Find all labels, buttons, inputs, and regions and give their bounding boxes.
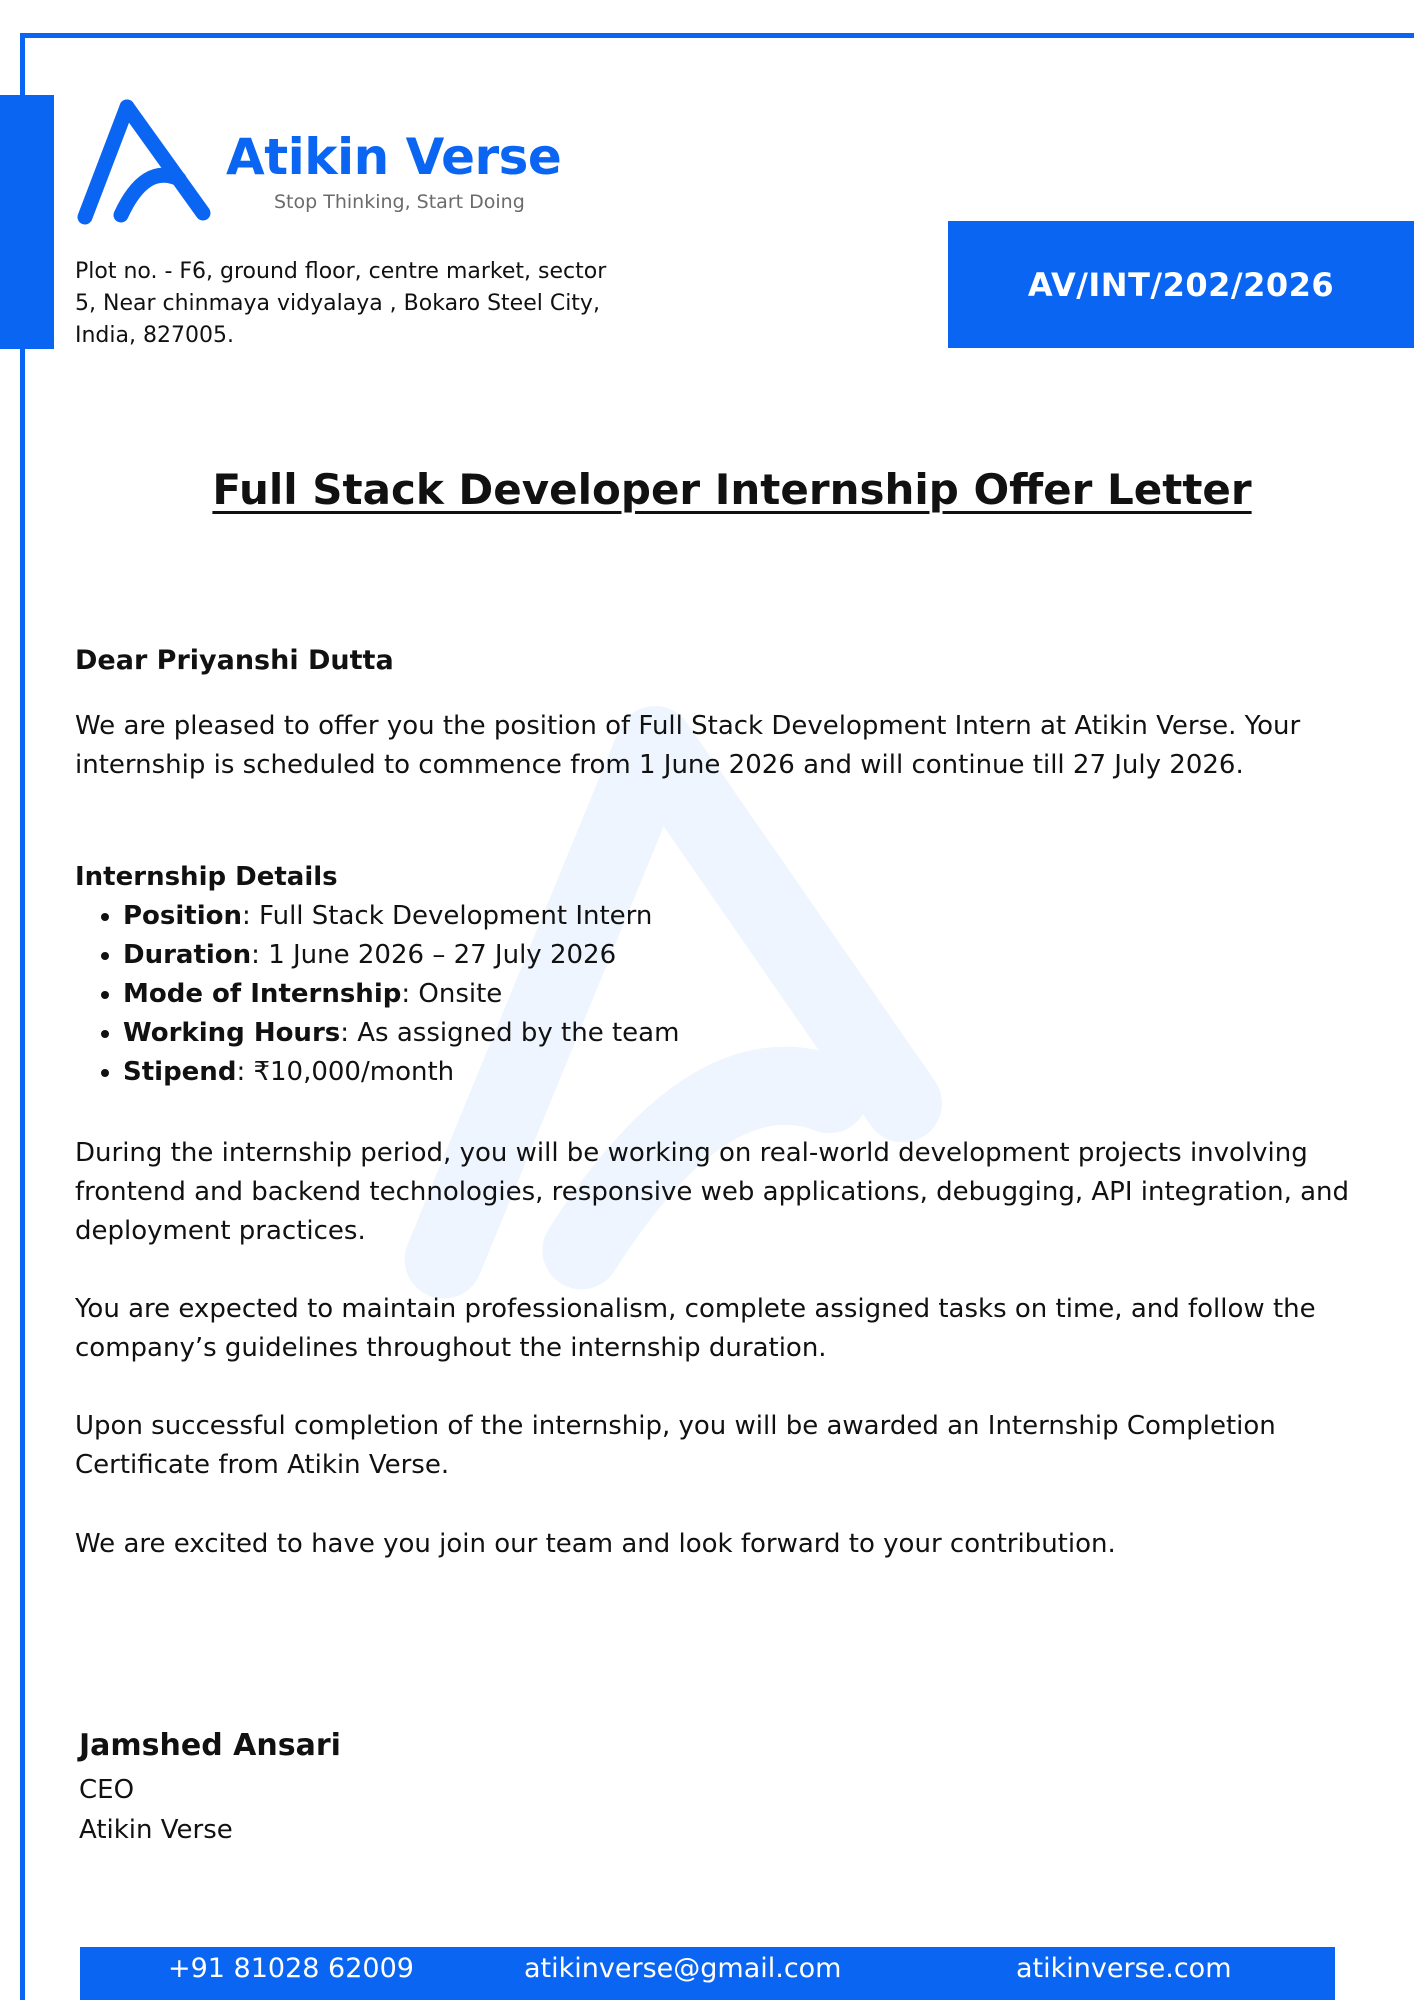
header-accent-bar <box>0 95 54 349</box>
reference-number: AV/INT/202/2026 <box>1027 265 1335 304</box>
detail-label: Stipend <box>123 1057 237 1087</box>
list-item <box>123 1053 679 1092</box>
detail-value: : Onsite <box>401 979 503 1009</box>
frame-top-line <box>20 33 1414 38</box>
certificate-paragraph: Upon successful completion of the internship, you will be awarded an Internship Completion Certificate from Atikin Verse. <box>75 1411 1276 1480</box>
detail-label: Working Hours <box>123 1018 341 1048</box>
detail-value: : As assigned by the team <box>340 1018 680 1048</box>
address-line: Plot no. - F6, ground floor, centre market, sector <box>75 259 607 284</box>
detail-value: : Full Stack Development Intern <box>242 901 653 931</box>
detail-label: Mode of Internship <box>123 979 402 1009</box>
address-line: 5, Near chinmaya vidyalaya , Bokaro Steel City, <box>75 291 600 316</box>
signer-name: Jamshed Ansari <box>79 1728 341 1763</box>
list-item <box>123 1014 679 1053</box>
details-list <box>75 897 679 1092</box>
company-logo-icon <box>75 95 215 230</box>
expectations-paragraph: You are expected to maintain professionalism, complete assigned tasks on time, and follow the company’s guidelines throughout the internship duration. <box>75 1294 1316 1363</box>
detail-value: : 1 June 2026 – 27 July 2026 <box>251 940 617 970</box>
signer-company: Atikin Verse <box>79 1815 233 1845</box>
list-item <box>123 975 679 1014</box>
detail-label: Duration <box>123 940 252 970</box>
footer-email-link[interactable]: atikinverse@gmail.com <box>524 1953 842 1984</box>
projects-paragraph: During the internship period, you will be working on real-world development projects involving frontend and backend technologies, responsive web applications, debugging, API integration, and deployment practices. <box>75 1138 1350 1246</box>
footer-website-link[interactable]: atikinverse.com <box>1016 1953 1232 1984</box>
company-address <box>75 256 715 352</box>
company-name: Atikin Verse <box>226 128 562 186</box>
document-title: Full Stack Developer Internship Offer Letter <box>212 465 1252 514</box>
company-tagline: Stop Thinking, Start Doing <box>274 191 525 213</box>
footer-phone[interactable]: +91 81028 62009 <box>168 1953 414 1984</box>
salutation: Dear Priyanshi Dutta <box>75 645 394 676</box>
detail-label: Position <box>123 901 243 931</box>
details-heading: Internship Details <box>75 862 338 892</box>
detail-value: : ₹10,000/month <box>236 1057 455 1087</box>
list-item <box>123 897 679 936</box>
closing-paragraph: We are excited to have you join our team and look forward to your contribution. <box>75 1529 1116 1559</box>
signer-role: CEO <box>79 1775 135 1805</box>
intro-paragraph: We are pleased to offer you the position of Full Stack Development Intern at Atikin Verse. Your internship is scheduled to commence from 1 June 2026 and will continue till 27 July 2026. <box>75 711 1301 780</box>
reference-box <box>948 221 1414 348</box>
address-line: India, 827005. <box>75 323 234 348</box>
list-item <box>123 936 679 975</box>
